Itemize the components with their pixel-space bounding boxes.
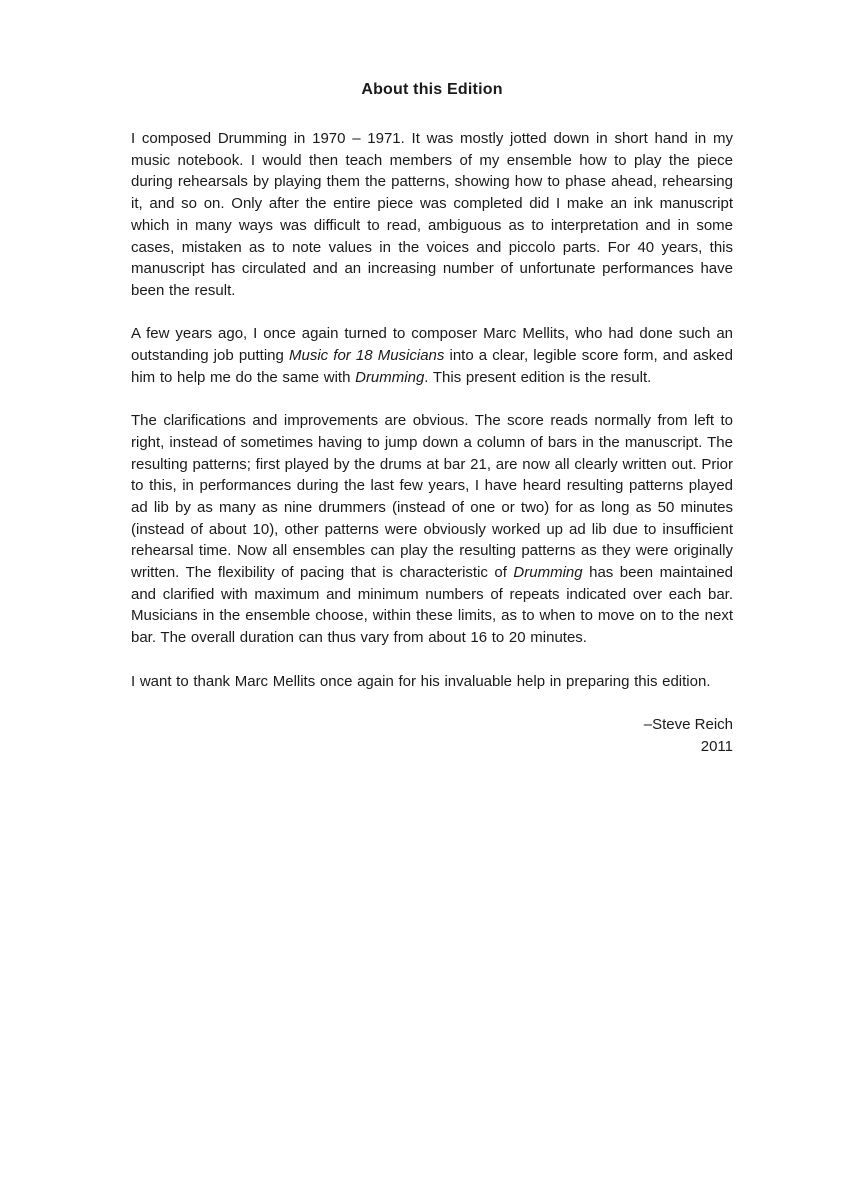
- text-run: I composed Drumming in 1970 – 1971. It was mostly jotted down in short hand in my music notebook. I would then teach members of my ensemble how to play the piece during rehearsals by playing them the patterns, showing how to phase ahead, rehearsing it, and so on. Only after the entire piece was completed did I make an ink manuscript which in many ways was difficult to read, ambiguous as to interpretation and in some cases, mistaken as to note values in the voices and piccolo parts. For 40 years, this manuscript has circulated and an increasing number of unfortunate performances have been the result.: [131, 130, 733, 299]
- text-run: The clarifications and improvements are obvious. The score reads normally from left to right, instead of sometimes having to jump down a column of bars in the manuscript. The resulting patterns; first played by the drums at bar 21, are now all clearly written out. Prior to this, in performances during the last few years, I have heard resulting patterns played ad lib by as many as nine drummers (instead of one or two) for as long as 50 minutes (instead of about 10), other patterns were obviously worked up ad lib due to insufficient rehearsal time. Now all ensembles can play the resulting patterns as they were originally written. The flexibility of pacing that is characteristic of: [131, 412, 733, 582]
- document-content: [131, 82, 733, 757]
- text-run: I want to thank Marc Mellits once again for his invaluable help in preparing this edition.: [131, 672, 711, 690]
- text-run: . This present edition is the result.: [424, 368, 652, 386]
- italic-text-run: Drumming: [513, 564, 583, 582]
- paragraph-clarifications: [131, 410, 733, 649]
- signature-year: 2011: [700, 737, 733, 755]
- paragraph-intro: [131, 128, 733, 302]
- signature-block: [131, 714, 733, 757]
- text-run: into a clear, legible score form, and asked him to help me do the same with: [131, 347, 733, 386]
- text-run: has been maintained and clarified with maximum and minimum numbers of repeats indicated over each bar. Musicians in the ensemble choose, within these limits, as to when to move on to the next bar. The overall duration can thus vary from about 16 to 20 minutes.: [131, 564, 734, 647]
- text-run: A few years ago, I once again turned to composer Marc Mellits, who had done such an outstanding job putting: [131, 325, 733, 365]
- italic-text-run: Drumming: [355, 368, 425, 386]
- paragraph-thanks: [131, 671, 733, 693]
- italic-text-run: Music for 18 Musicians: [288, 347, 445, 365]
- page-title: About this Edition: [361, 81, 503, 98]
- signature-name: –Steve Reich: [643, 715, 733, 733]
- paragraph-mellits: [131, 323, 733, 388]
